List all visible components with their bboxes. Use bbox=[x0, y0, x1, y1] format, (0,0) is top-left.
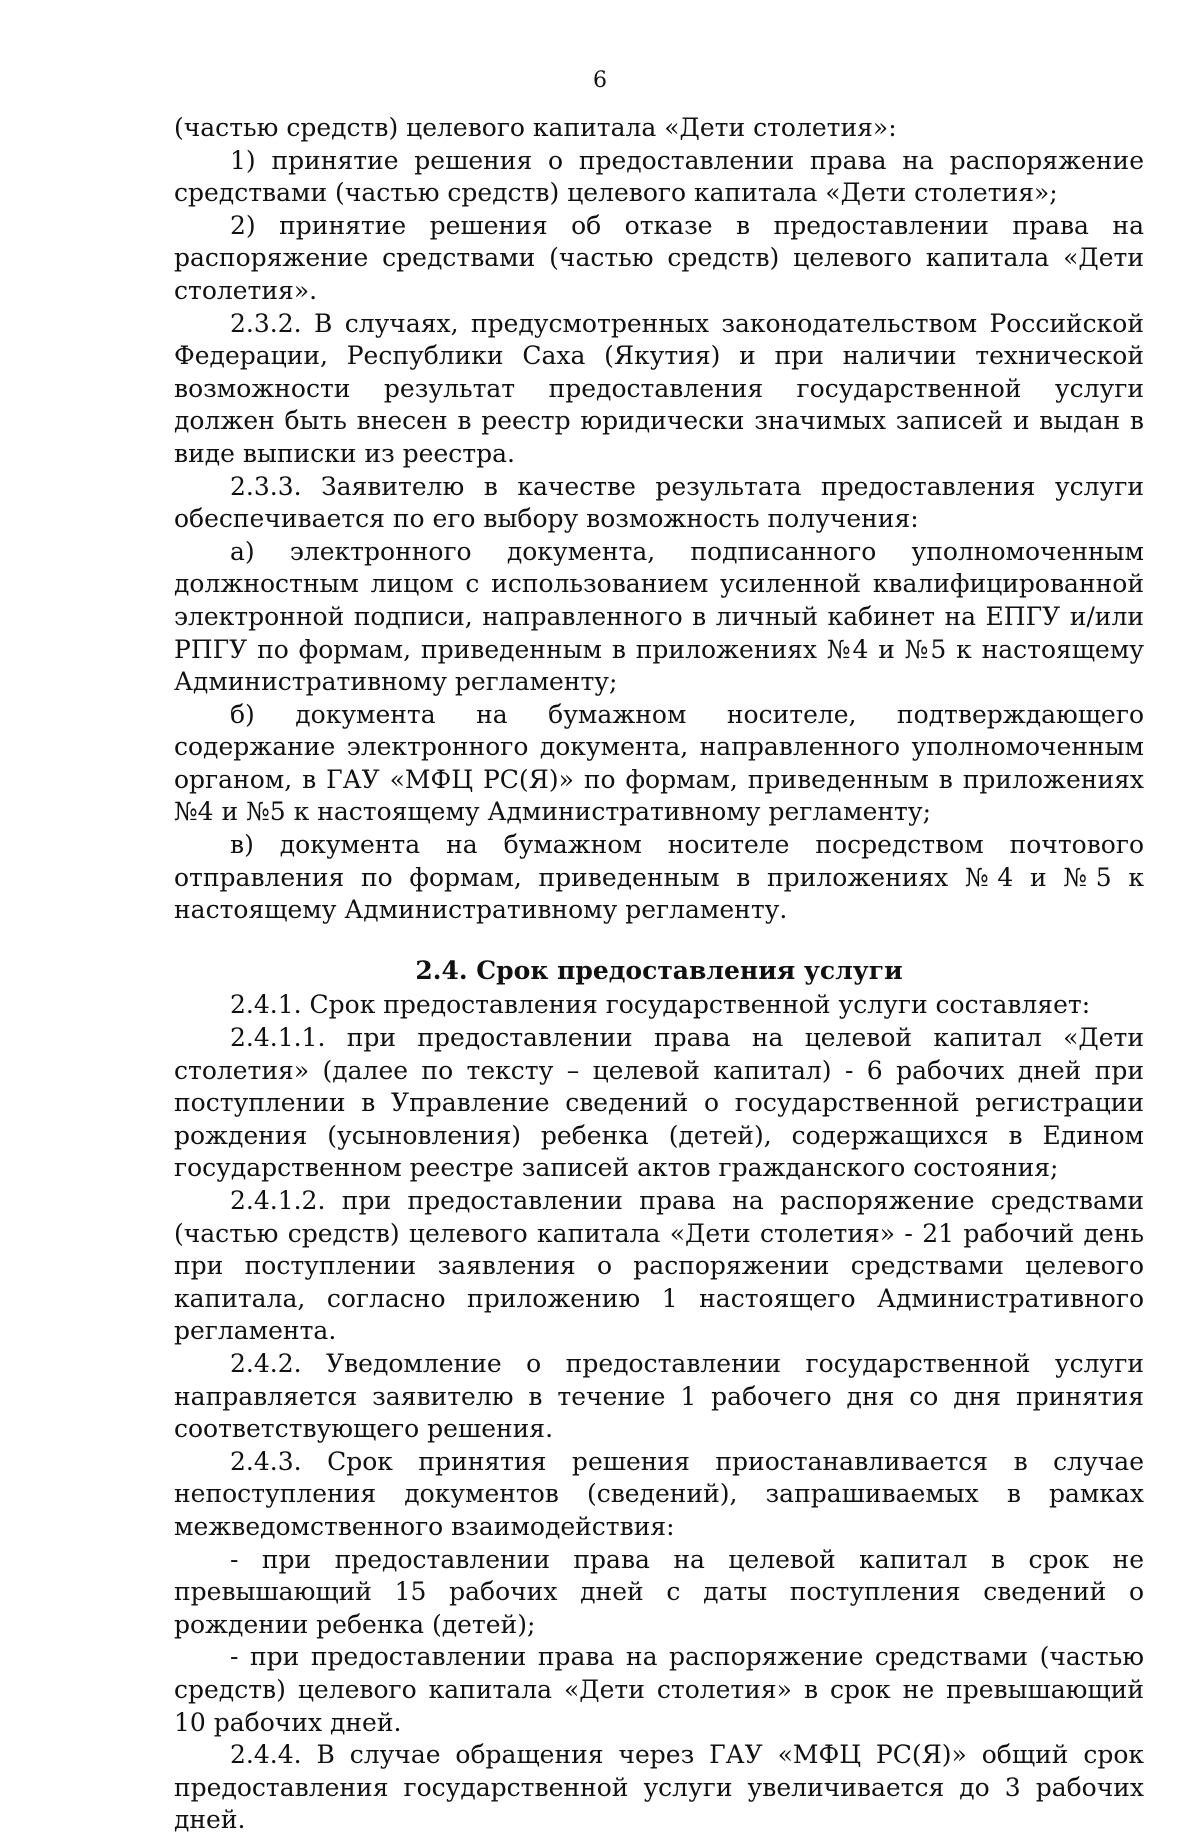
paragraph: 1) принятие решения о предоставлении права на распоряжение средствами (частью средств) целевого капитала «Дети столетия»; bbox=[174, 145, 1144, 208]
paragraph: 2.4.1. Срок предоставления государственной услуги составляет: bbox=[230, 990, 1091, 1020]
paragraph: 2.4.2. Уведомление о предоставлении государственной услуги направляется заявителю в течение 1 рабочего дня со дня принятия соответствующего решения. bbox=[174, 1348, 1144, 1444]
paragraph: 2.3.3. Заявителю в качестве результата предоставления услуги обеспечивается по его выбору возможность получения: bbox=[174, 471, 1144, 534]
paragraph: 2.4.3. Срок принятия решения приостанавливается в случае непоступления документов (сведений), запрашиваемых в рамках межведомственного взаимодействия: bbox=[174, 1446, 1144, 1541]
paragraph: в) документа на бумажном носителе посредством почтового отправления по формам, приведенным в приложениях №4 и №5 к настоящему Административному регламенту. bbox=[174, 830, 1144, 925]
page-number: 6 bbox=[593, 68, 607, 93]
paragraph: 2.4.1.2. при предоставлении права на распоряжение средствами (частью средств) целевого капитала «Дети столетия» - 21 рабочий день при поступлении заявления о распоряжении средствами целевого капитала, согласно приложению 1 настоящего Административного регламента. bbox=[174, 1186, 1144, 1346]
paragraph: (частью средств) целевого капитала «Дети столетия»: bbox=[174, 113, 897, 142]
paragraph: 2) принятие решения об отказе в предоставлении права на распоряжение средствами (частью средств) целевого капитала «Дети столетия». bbox=[174, 210, 1144, 305]
deadline-section-paragraphs bbox=[174, 989, 1144, 1836]
result-section-paragraphs bbox=[174, 112, 1144, 927]
section-title: 2.4. Срок предоставления услуги bbox=[415, 955, 903, 985]
paragraph: а) электронного документа, подписанного уполномоченным должностным лицом с использованием усиленной квалифицированной электронной подписи, направленного в личный кабинет на ЕПГУ и/или РПГУ по формам, приведенным в приложениях №4 и №5 к настоящему Административному регламенту; bbox=[174, 536, 1144, 697]
paragraph: - при предоставлении права на распоряжение средствами (частью средств) целевого капитала «Дети столетия» в срок не превышающий 10 рабочих дней. bbox=[174, 1642, 1144, 1737]
paragraph: 2.4.4. В случае обращения через ГАУ «МФЦ РС(Я)» общий срок предоставления государственной услуги увеличивается до 3 рабочих дней. bbox=[174, 1740, 1144, 1835]
document-body bbox=[174, 112, 1144, 1837]
paragraph: 2.4.1.1. при предоставлении права на целевой капитал «Дети столетия» (далее по тексту – целевой капитал) - 6 рабочих дней при поступлении в Управление сведений о государственной регистрации рождения (усыновления) ребенка (детей), содержащихся в Едином государственном реестре записей актов гражданского состояния; bbox=[174, 1023, 1144, 1183]
paragraph: - при предоставлении права на целевой капитал в срок не превышающий 15 рабочих дней с даты поступления сведений о рождении ребенка (детей); bbox=[174, 1544, 1144, 1639]
paragraph: 2.3.2. В случаях, предусмотренных законодательством Российской Федерации, Республики Саха (Якутия) и при наличии технической возможности результат предоставления государственной услуги должен быть внесен в реестр юридически значимых записей и выдан в виде выписки из реестра. bbox=[174, 308, 1144, 468]
paragraph: б) документа на бумажном носителе, подтверждающего содержание электронного документа, направленного уполномоченным органом, в ГАУ «МФЦ РС(Я)» по формам, приведенным в приложениях №4 и №5 к настоящему Административному регламенту; bbox=[174, 699, 1144, 827]
